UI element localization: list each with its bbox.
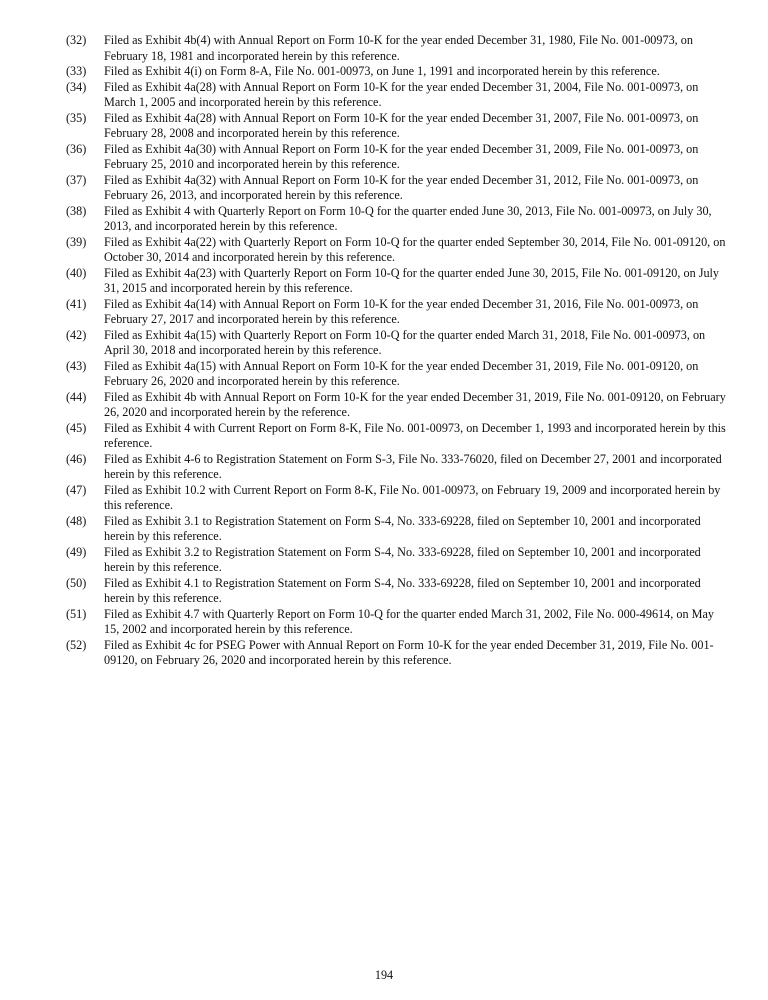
footnote-item (66, 421, 726, 452)
footnote-text: Filed as Exhibit 4a(14) with Annual Report on Form 10-K for the year ended December 31, 2016, File No. 001-00973, on February 27, 2017 and incorporated herein by this reference. (104, 296, 699, 326)
footnote-text: Filed as Exhibit 4.7 with Quarterly Report on Form 10-Q for the quarter ended March 31, 2002, File No. 000-49614, on May 15, 2002 and incorporated herein by this reference. (104, 606, 714, 636)
footnote-text: Filed as Exhibit 4 with Current Report on Form 8-K, File No. 001-00973, on December 1, 1993 and incorporated herein by this reference. (104, 420, 726, 450)
footnote-number: (42) (66, 327, 87, 342)
footnote-item (66, 173, 726, 204)
page-number: 194 (374, 968, 394, 982)
footnote-text: Filed as Exhibit 4b with Annual Report on Form 10-K for the year ended December 31, 2019, File No. 001-09120, on February 26, 2020 and incorporated herein by the reference. (104, 389, 726, 419)
footnote-item (66, 328, 726, 359)
footnote-text: Filed as Exhibit 4.1 to Registration Statement on Form S-4, No. 333-69228, filed on September 10, 2001 and incorporated herein by this reference. (104, 575, 701, 605)
footnote-item (66, 390, 726, 421)
footnote-number: (36) (66, 141, 87, 156)
footnote-item (66, 607, 726, 638)
footnote-number: (50) (66, 575, 87, 590)
footnote-number: (48) (66, 513, 87, 528)
footnote-text: Filed as Exhibit 4a(15) with Annual Report on Form 10-K for the year ended December 31, 2019, File No. 001-09120, on February 26, 2020 and incorporated herein by this reference. (104, 358, 699, 388)
footnote-number: (52) (66, 637, 87, 652)
footnote-item (66, 359, 726, 390)
footnote-number: (51) (66, 606, 87, 621)
footnote-item (66, 638, 726, 669)
footnote-list (66, 33, 726, 669)
footnote-number: (32) (66, 33, 87, 47)
footnote-number: (33) (66, 64, 87, 78)
footnote-item (66, 545, 726, 576)
footnote-number: (46) (66, 451, 87, 466)
footnote-number: (49) (66, 544, 87, 559)
footnote-number: (40) (66, 265, 87, 280)
footnote-number: (34) (66, 79, 87, 94)
footnote-item (66, 33, 726, 64)
footnote-text: Filed as Exhibit 3.2 to Registration Statement on Form S-4, No. 333-69228, filed on September 10, 2001 and incorporated herein by this reference. (104, 544, 701, 574)
footnote-item (66, 204, 726, 235)
footnote-item (66, 297, 726, 328)
footnote-number: (43) (66, 358, 87, 373)
footnote-text: Filed as Exhibit 4-6 to Registration Statement on Form S-3, File No. 333-76020, filed on December 27, 2001 and incorporated herein by this reference. (104, 451, 722, 481)
footnote-text: Filed as Exhibit 4a(15) with Quarterly Report on Form 10-Q for the quarter ended March 31, 2018, File No. 001-00973, on April 30, 2018 and incorporated herein by this reference. (104, 327, 706, 357)
footnote-text: Filed as Exhibit 4b(4) with Annual Report on Form 10-K for the year ended December 31, 1980, File No. 001-00973, on February 18, 1981 and incorporated herein by this reference. (104, 33, 693, 63)
footnote-item (66, 483, 726, 514)
footnote-text: Filed as Exhibit 4a(22) with Quarterly Report on Form 10-Q for the quarter ended September 30, 2014, File No. 001-09120, on October 30, 2014 and incorporated herein by this reference. (104, 234, 726, 264)
footnote-text: Filed as Exhibit 4a(30) with Annual Report on Form 10-K for the year ended December 31, 2009, File No. 001-00973, on February 25, 2010 and incorporated herein by this reference. (104, 141, 699, 171)
footnote-item (66, 80, 726, 111)
footnote-item (66, 235, 726, 266)
footnote-number: (39) (66, 234, 87, 249)
footnote-number: (44) (66, 389, 87, 404)
footnote-item (66, 111, 726, 142)
footnote-text: Filed as Exhibit 3.1 to Registration Statement on Form S-4, No. 333-69228, filed on September 10, 2001 and incorporated herein by this reference. (104, 513, 701, 543)
footnote-number: (37) (66, 172, 87, 187)
footnote-number: (38) (66, 203, 87, 218)
footnote-number: (41) (66, 296, 87, 311)
footnote-number: (35) (66, 110, 87, 125)
footnote-text: Filed as Exhibit 4(i) on Form 8-A, File No. 001-00973, on June 1, 1991 and incorporated herein by this reference. (104, 64, 660, 78)
footnote-number: (47) (66, 482, 87, 497)
footnote-text: Filed as Exhibit 4a(28) with Annual Report on Form 10-K for the year ended December 31, 2007, File No. 001-00973, on February 28, 2008 and incorporated herein by this reference. (104, 110, 699, 140)
footnote-text: Filed as Exhibit 10.2 with Current Report on Form 8-K, File No. 001-00973, on February 19, 2009 and incorporated herein by this reference. (104, 482, 721, 512)
footnote-item (66, 514, 726, 545)
footnote-item (66, 576, 726, 607)
footnote-text: Filed as Exhibit 4a(28) with Annual Report on Form 10-K for the year ended December 31, 2004, File No. 001-00973, on March 1, 2005 and incorporated herein by this reference. (104, 79, 699, 109)
footnote-text: Filed as Exhibit 4 with Quarterly Report on Form 10-Q for the quarter ended June 30, 2013, File No. 001-00973, on July 30, 2013, and incorporated herein by this reference. (104, 203, 712, 233)
footnote-item (66, 64, 726, 80)
footnote-text: Filed as Exhibit 4a(32) with Annual Report on Form 10-K for the year ended December 31, 2012, File No. 001-00973, on February 26, 2013, and incorporated herein by this reference. (104, 172, 699, 202)
footnote-number: (45) (66, 420, 87, 435)
footnote-item (66, 142, 726, 173)
footnote-item (66, 266, 726, 297)
footnote-text: Filed as Exhibit 4c for PSEG Power with Annual Report on Form 10-K for the year ended December 31, 2019, File No. 001-09120, on February 26, 2020 and incorporated herein by this reference. (104, 637, 714, 667)
footnote-item (66, 452, 726, 483)
footnote-text: Filed as Exhibit 4a(23) with Quarterly Report on Form 10-Q for the quarter ended June 30, 2015, File No. 001-09120, on July 31, 2015 and incorporated herein by this reference. (104, 265, 720, 295)
